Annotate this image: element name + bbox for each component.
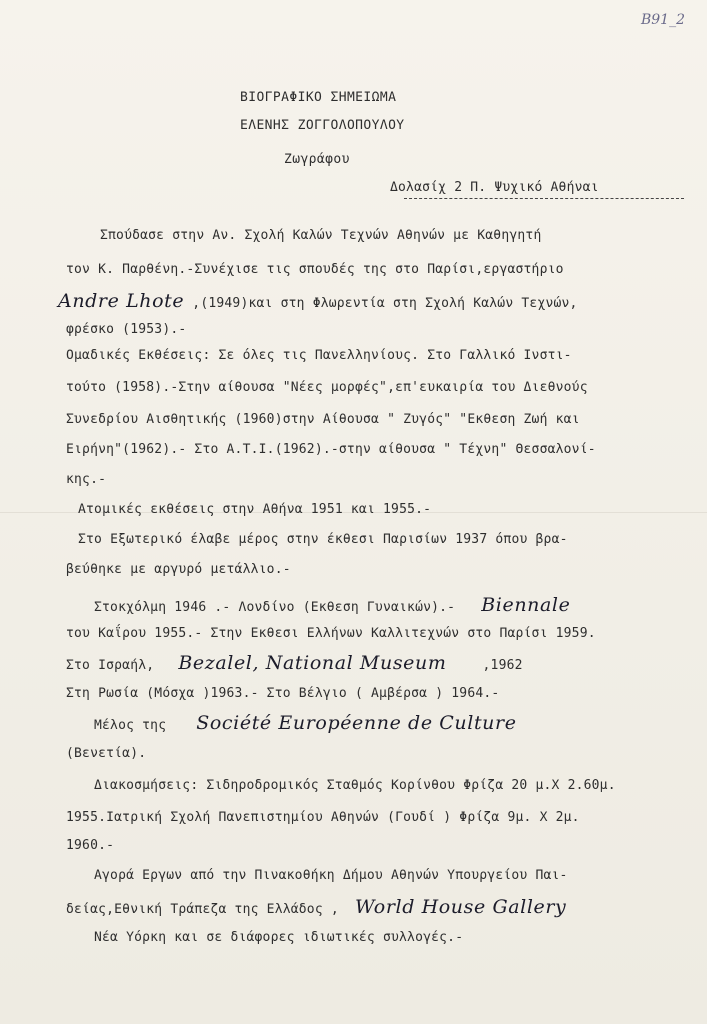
body-line <box>58 290 578 312</box>
body-line: Συνεδρίου Αισθητικής (1960)στην Αίθουσα " Ζυγός" "Εκθεση Ζωή και <box>66 412 580 427</box>
body-text: ,(1949)και στη Φλωρεντία στη Σχολή Καλών Τεχνών, <box>192 296 578 311</box>
doc-title: ΒΙΟΓΡΑΦΙΚΟ ΣΗΜΕΙΩΜΑ <box>240 90 397 105</box>
handwritten-gallery: World House Gallery <box>354 896 567 918</box>
body-text: Μέλος της <box>94 718 167 733</box>
handwritten-biennale: Biennale <box>481 594 571 616</box>
body-line: κης.- <box>66 472 107 487</box>
artist-profession: Ζωγράφου <box>284 152 350 167</box>
body-line: Στο Εξωτερικό έλαβε μέρος στην έκθεσι Παρισίων 1937 όπου βρα- <box>78 532 568 547</box>
archive-annotation: Β91_2 <box>640 12 685 28</box>
body-line: 1955.Ιατρική Σχολή Πανεπιστημίου Αθηνών (Γουδί ) Φρίζα 9μ. Χ 2μ. <box>66 810 580 825</box>
address-underline <box>404 198 684 199</box>
handwritten-museum: Bezalel, National Museum <box>178 652 447 674</box>
body-line: τον Κ. Παρθένη.-Συνέχισε τις σπουδές της στο Παρίσι,εργαστήριο <box>66 262 564 277</box>
address: Δολασίχ 2 Π. Ψυχικό Αθήναι <box>390 180 599 195</box>
body-line: Διακοσμήσεις: Σιδηροδρομικός Σταθμός Κορίνθου Φρίζα 20 μ.Χ 2.60μ. <box>94 778 616 793</box>
body-line <box>94 712 517 734</box>
body-text: ,1962 <box>482 658 523 673</box>
body-text: Στοκχόλμη 1946 .- Λονδίνο (Εκθεση Γυναικών).- <box>94 600 456 615</box>
body-line: Ομαδικές Εκθέσεις: Σε όλες τις Πανελληνίους. Στο Γαλλικό Ινστι- <box>66 348 572 363</box>
body-line: 1960.- <box>66 838 115 853</box>
body-line: Ειρήνη"(1962).- Στο Α.Τ.Ι.(1962).-στην αίθουσα " Τέχνη" Θεσσαλονί- <box>66 442 596 457</box>
body-line: φρέσκο (1953).- <box>66 322 187 337</box>
artist-name: ΕΛΕΝΗΣ ΖΟΓΓΟΛΟΠΟΥΛΟΥ <box>240 118 405 133</box>
body-line <box>66 896 566 918</box>
body-line: Σπούδασε στην Αν. Σχολή Καλών Τεχνών Αθηνών με Καθηγητή <box>100 228 542 243</box>
body-line: Ατομικές εκθέσεις στην Αθήνα 1951 και 1955.- <box>78 502 432 517</box>
body-line: (Βενετία). <box>66 746 147 761</box>
body-line <box>94 594 570 616</box>
handwritten-name: Andre Lhote <box>58 290 185 312</box>
body-line: του Καΐρου 1955.- Στην Εκθεσι Ελλήνων Καλλιτεχνών στο Παρίσι 1959. <box>66 626 596 641</box>
body-line <box>66 652 523 674</box>
body-text: δείας,Εθνική Τράπεζα της Ελλάδος , <box>66 902 339 917</box>
body-line: Νέα Υόρκη και σε διάφορες ιδιωτικές συλλογές.- <box>94 930 464 945</box>
body-text: Στο Ισραήλ, <box>66 658 155 673</box>
handwritten-society: Société Européenne de Culture <box>196 712 517 734</box>
body-line: Στη Ρωσία (Μόσχα )1963.- Στο Βέλγιο ( Αμβέρσα ) 1964.- <box>66 686 500 701</box>
body-line: τούτο (1958).-Στην αίθουσα "Νέες μορφές",επ'ευκαιρία του Διεθνούς <box>66 380 588 395</box>
body-line: Αγορά Εργων από την Πινακοθήκη Δήμου Αθηνών Υπουργείου Παι- <box>94 868 568 883</box>
body-line: βεύθηκε με αργυρό μετάλλιο.- <box>66 562 291 577</box>
